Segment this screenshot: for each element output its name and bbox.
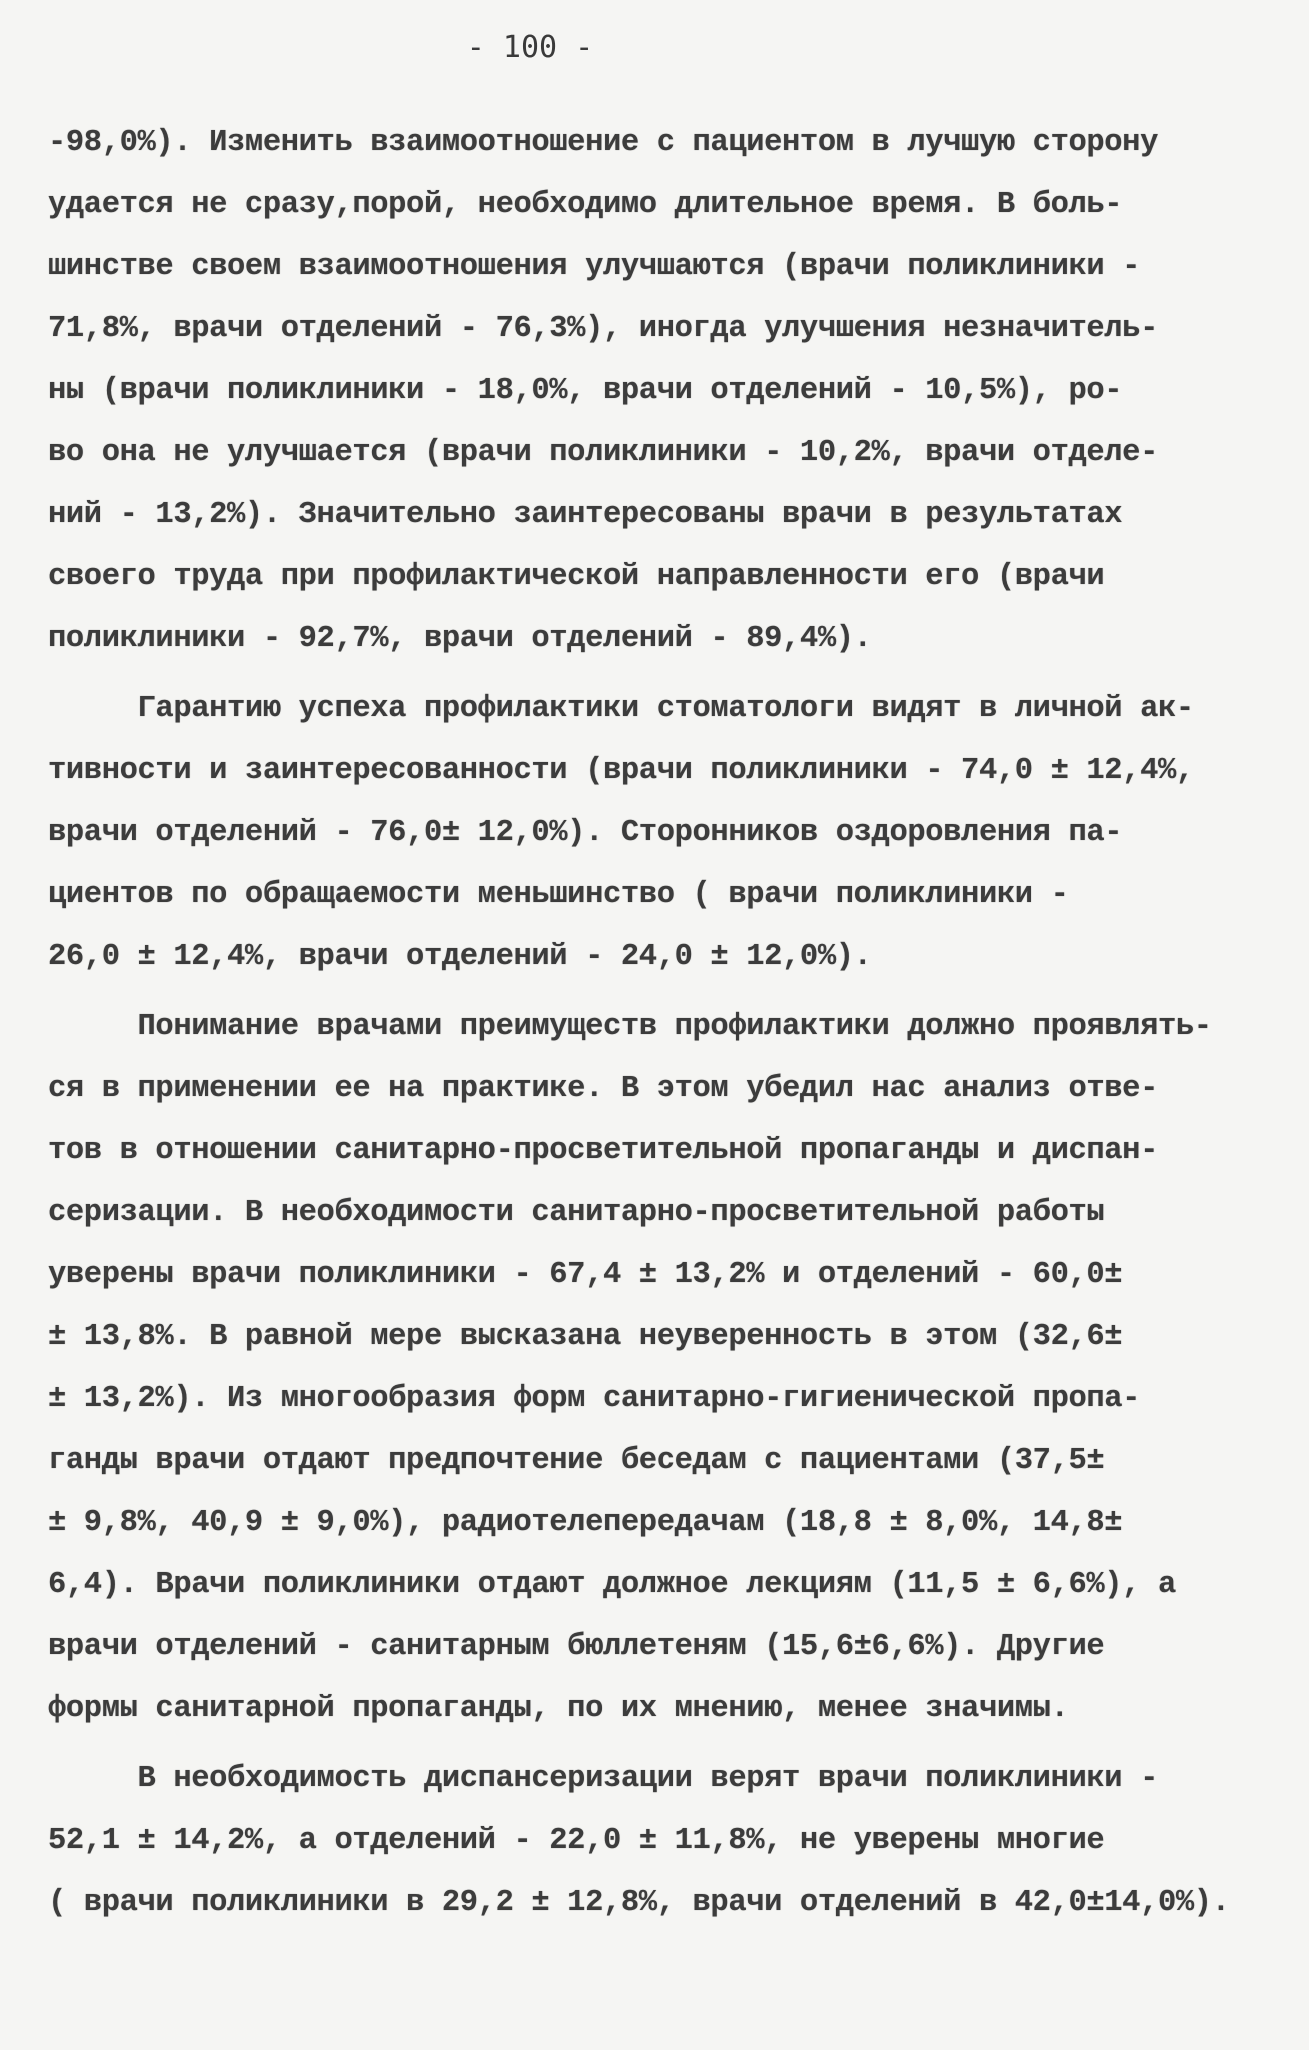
- text-line: 26,0 ± 12,4%, врачи отделений - 24,0 ± 12,0%).: [48, 940, 872, 974]
- text-line: ± 13,8%. В равной мере высказана неуверенность в этом (32,6±: [48, 1320, 1123, 1354]
- text-line: Понимание врачами преимуществ профилактики должно проявлять-: [48, 1010, 1212, 1044]
- text-line: врачи отделений - 76,0± 12,0%). Сторонников оздоровления па-: [48, 816, 1123, 850]
- text-line: ганды врачи отдают предпочтение беседам с пациентами (37,5±: [48, 1444, 1105, 1478]
- text-line: тов в отношении санитарно-просветительной пропаганды и диспан-: [48, 1134, 1158, 1168]
- text-line: серизации. В необходимости санитарно-просветительной работы: [48, 1196, 1105, 1230]
- text-line: поликлиники - 92,7%, врачи отделений - 89,4%).: [48, 622, 872, 656]
- text-line: 71,8%, врачи отделений - 76,3%), иногда улучшения незначитель-: [48, 312, 1158, 346]
- page-number: - 100 -: [466, 30, 594, 65]
- text-line: ± 9,8%, 40,9 ± 9,0%), радиотелепередачам (18,8 ± 8,0%, 14,8±: [48, 1506, 1123, 1540]
- text-line: во она не улучшается (врачи поликлиники - 10,2%, врачи отделе-: [48, 436, 1158, 470]
- text-line: В необходимость диспансеризации верят врачи поликлиники -: [48, 1762, 1158, 1796]
- text-line: 6,4). Врачи поликлиники отдают должное лекциям (11,5 ± 6,6%), а: [48, 1568, 1176, 1602]
- text-line: шинстве своем взаимоотношения улучшаются (врачи поликлиники -: [48, 250, 1141, 284]
- body-text: [48, 112, 1268, 1934]
- text-line: уверены врачи поликлиники - 67,4 ± 13,2% и отделений - 60,0±: [48, 1258, 1123, 1292]
- text-line: Гарантию успеха профилактики стоматологи видят в личной ак-: [48, 692, 1194, 726]
- text-line: ся в применении ее на практике. В этом убедил нас анализ отве-: [48, 1072, 1158, 1106]
- text-line: удается не сразу,порой, необходимо длительное время. В боль-: [48, 188, 1123, 222]
- text-line: тивности и заинтересованности (врачи поликлиники - 74,0 ± 12,4%,: [48, 754, 1194, 788]
- text-line: ний - 13,2%). Значительно заинтересованы врачи в результатах: [48, 498, 1123, 532]
- text-line: ± 13,2%). Из многообразия форм санитарно-гигиенической пропа-: [48, 1382, 1141, 1416]
- text-line: врачи отделений - санитарным бюллетеням (15,6±6,6%). Другие: [48, 1630, 1105, 1664]
- text-line: ны (врачи поликлиники - 18,0%, врачи отделений - 10,5%), ро-: [48, 374, 1123, 408]
- text-line: -98,0%). Изменить взаимоотношение с пациентом в лучшую сторону: [48, 126, 1158, 160]
- text-line: ( врачи поликлиники в 29,2 ± 12,8%, врачи отделений в 42,0±14,0%).: [48, 1886, 1230, 1920]
- text-line: 52,1 ± 14,2%, а отделений - 22,0 ± 11,8%, не уверены многие: [48, 1824, 1105, 1858]
- text-line: циентов по обращаемости меньшинство ( врачи поликлиники -: [48, 878, 1069, 912]
- text-line: формы санитарной пропаганды, по их мнению, менее значимы.: [48, 1692, 1069, 1726]
- text-line: своего труда при профилактической направленности его (врачи: [48, 560, 1105, 594]
